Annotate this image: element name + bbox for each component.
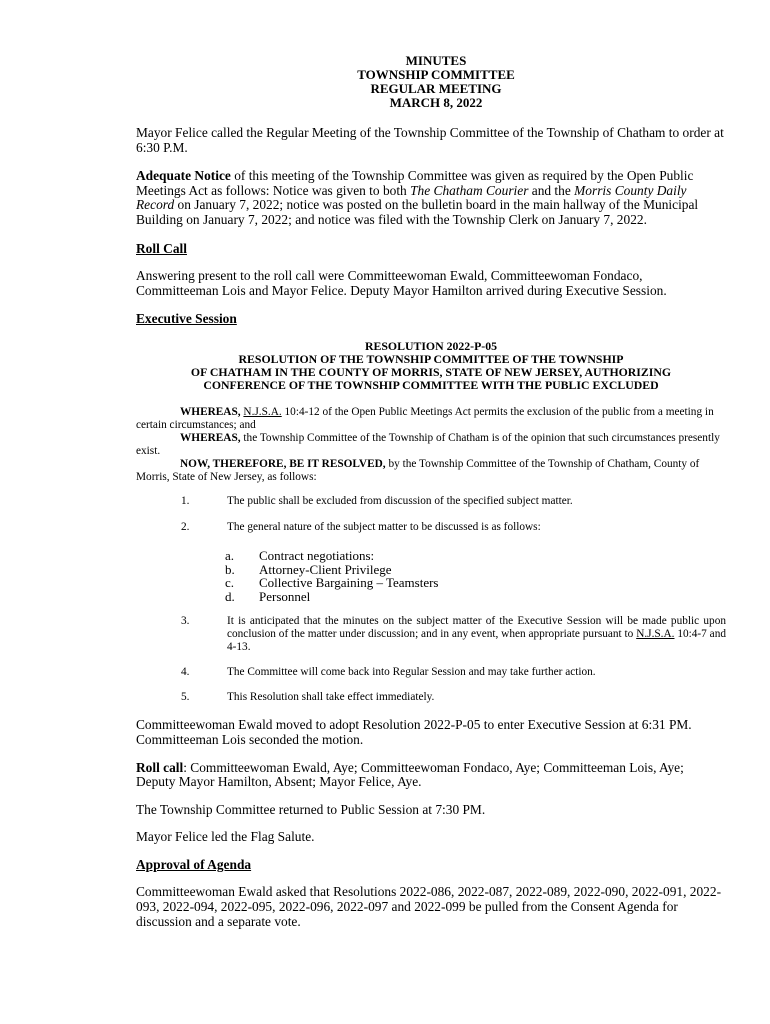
resolution-item-1 bbox=[136, 495, 726, 508]
notice-text-1: of this meeting of the Township Committee was given as required by the Open Public Meetings Act as follows: Notice was given to both bbox=[136, 168, 694, 198]
item-text: This Resolution shall take effect immediately. bbox=[227, 691, 435, 704]
call-to-order-paragraph: Mayor Felice called the Regular Meeting of the Township Committee of the Township of Chatham to order at 6:30 P.M. bbox=[136, 125, 724, 155]
roll-call-paragraph: Answering present to the roll call were Committeewoman Ewald, Committeewoman Fondaco, Committeeman Lois and Mayor Felice. Deputy Mayor Hamilton arrived during Executive Session. bbox=[136, 268, 667, 298]
whereas-paragraph-1 bbox=[136, 406, 726, 432]
list-item-letter: b. bbox=[225, 561, 235, 577]
resolution-header bbox=[136, 340, 726, 392]
notice-newspaper-2: Morris County Daily Record bbox=[136, 182, 687, 213]
roll-call-vote-paragraph bbox=[136, 761, 726, 790]
flag-salute-paragraph: Mayor Felice led the Flag Salute. bbox=[136, 829, 315, 845]
resolution-item-3 bbox=[136, 615, 726, 654]
item-number: 5. bbox=[181, 691, 190, 704]
header-meeting-type: REGULAR MEETING bbox=[370, 81, 502, 96]
whereas-text-2: the Township Committee of the Township of Chatham is of the opinion that such circumstances presently exist. bbox=[136, 431, 720, 457]
roll-call-vote-label: Roll call bbox=[136, 759, 184, 775]
item-text bbox=[227, 615, 726, 654]
document-page bbox=[136, 54, 726, 929]
resolved-paragraph bbox=[136, 458, 726, 484]
resolution-title-line-3: CONFERENCE OF THE TOWNSHIP COMMITTEE WITH THE PUBLIC EXCLUDED bbox=[203, 377, 659, 392]
item-text: The general nature of the subject matter to be discussed is as follows: bbox=[227, 520, 541, 533]
item-number: 3. bbox=[181, 615, 190, 628]
list-item bbox=[225, 549, 726, 563]
statute-reference: N.J.S.A. bbox=[636, 628, 675, 641]
statute-reference: N.J.S.A. bbox=[243, 405, 282, 418]
resolved-label: NOW, THEREFORE, BE IT RESOLVED, bbox=[180, 457, 386, 470]
whereas-text-1: 10:4-12 of the Open Public Meetings Act permits the exclusion of the public from a meeting in certain circumstances; and bbox=[136, 405, 714, 431]
executive-session-heading: Executive Session bbox=[136, 311, 237, 327]
resolution-item-5 bbox=[136, 691, 726, 704]
resolution-item-2 bbox=[136, 521, 726, 534]
item-3-text-2: 10:4-7 and 4-13. bbox=[227, 628, 726, 654]
whereas-label: WHEREAS, bbox=[180, 405, 241, 418]
notice-newspaper-1: The Chatham Courier bbox=[410, 182, 529, 198]
header-body: TOWNSHIP COMMITTEE bbox=[357, 67, 515, 82]
resolution-title-line-2: OF CHATHAM IN THE COUNTY OF MORRIS, STATE OF NEW JERSEY, AUTHORIZING bbox=[190, 364, 672, 379]
list-item-text: Contract negotiations: bbox=[259, 547, 375, 563]
roll-call-heading: Roll Call bbox=[136, 240, 187, 256]
notice-text-3: on January 7, 2022; notice was posted on the bulletin board in the main hallway of the Municipal Building on January 7, 2022; and notice was filed with the Township Clerk on January 7, 2022. bbox=[136, 197, 699, 227]
list-item-letter: c. bbox=[225, 575, 235, 591]
item-text: The public shall be excluded from discussion of the specified subject matter. bbox=[227, 494, 573, 507]
item-number: 2. bbox=[181, 520, 190, 533]
whereas-label: WHEREAS, bbox=[180, 431, 241, 444]
resolution-title-line-1: RESOLUTION OF THE TOWNSHIP COMMITTEE OF THE TOWNSHIP bbox=[238, 351, 624, 366]
list-item-text: Attorney-Client Privilege bbox=[259, 561, 392, 577]
item-number: 4. bbox=[181, 666, 190, 679]
subject-matter-list bbox=[225, 549, 726, 603]
document-header bbox=[146, 54, 726, 110]
list-item-text: Collective Bargaining – Teamsters bbox=[259, 575, 439, 591]
agenda-paragraph: Committeewoman Ewald asked that Resolutions 2022-086, 2022-087, 2022-089, 2022-090, 2022-091, 2022-093, 2022-094, 2022-095, 2022-096, 2022-097 and 2022-099 be pulled from the Consent Agenda for discussion and a separate vote. bbox=[136, 884, 722, 929]
resolved-text: by the Township Committee of the Township of Chatham, County of Morris, State of New Jersey, as follows: bbox=[136, 457, 700, 483]
adequate-notice-paragraph bbox=[136, 169, 726, 227]
item-number: 1. bbox=[181, 494, 190, 507]
motion-paragraph: Committeewoman Ewald moved to adopt Resolution 2022-P-05 to enter Executive Session at 6:31 PM. Committeeman Lois seconded the motion. bbox=[136, 717, 692, 747]
header-title: MINUTES bbox=[405, 53, 467, 68]
list-item bbox=[225, 590, 726, 604]
resolution-item-4 bbox=[136, 666, 726, 679]
resolution-number: RESOLUTION 2022-P-05 bbox=[364, 338, 498, 353]
list-item bbox=[225, 563, 726, 577]
notice-text-2: and the bbox=[528, 182, 575, 198]
item-text: The Committee will come back into Regular Session and may take further action. bbox=[227, 666, 596, 679]
item-3-text-1: It is anticipated that the minutes on the subject matter of the Executive Session will be made public upon conclusion of the matter under discussion; and in any event, when appropriate pursuant to bbox=[227, 615, 726, 641]
header-date: MARCH 8, 2022 bbox=[389, 95, 483, 110]
approval-of-agenda-heading: Approval of Agenda bbox=[136, 856, 252, 872]
adequate-notice-label: Adequate Notice bbox=[136, 168, 231, 184]
list-item-letter: a. bbox=[225, 547, 235, 563]
list-item bbox=[225, 576, 726, 590]
roll-call-vote-text: : Committeewoman Ewald, Aye; Committeewoman Fondaco, Aye; Committeeman Lois, Aye; Deputy Mayor Hamilton, Absent; Mayor Felice, Aye. bbox=[136, 759, 684, 790]
list-item-letter: d. bbox=[225, 588, 235, 604]
whereas-paragraph-2 bbox=[136, 432, 726, 458]
list-item-text: Personnel bbox=[259, 588, 311, 604]
public-session-paragraph: The Township Committee returned to Public Session at 7:30 PM. bbox=[136, 801, 486, 817]
